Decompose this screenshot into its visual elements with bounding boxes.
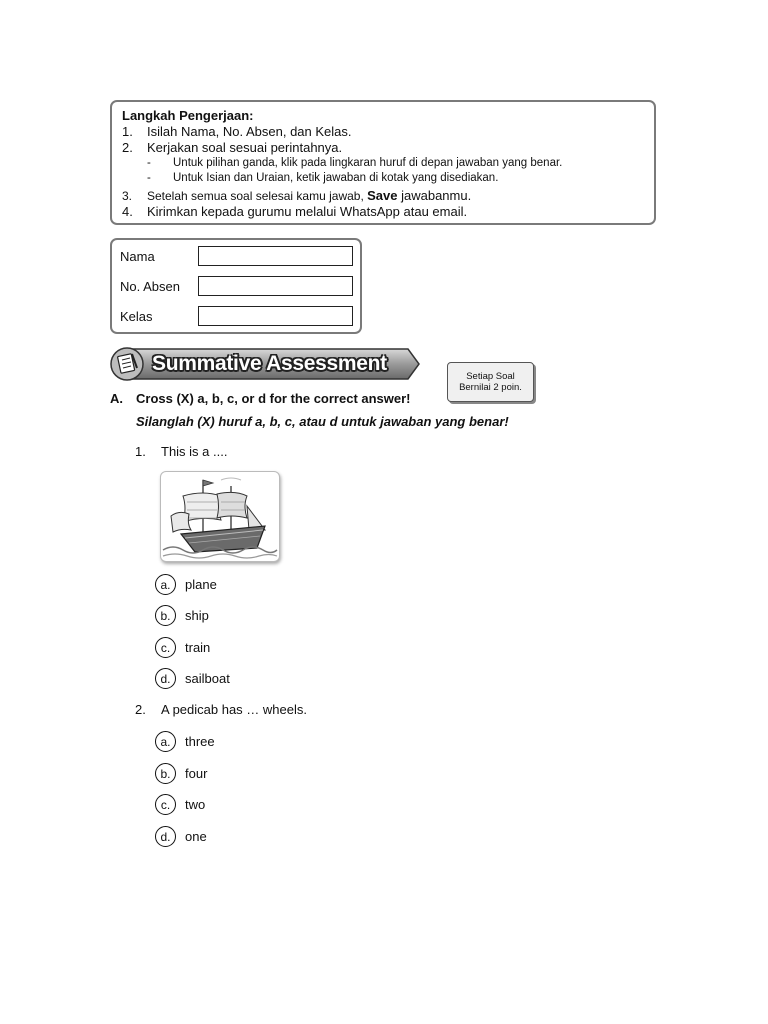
option-text: train — [185, 640, 211, 655]
question-text: A pedicab has … wheels. — [161, 702, 307, 717]
option-circle[interactable]: d. — [155, 826, 176, 847]
option-1c[interactable] — [155, 637, 210, 658]
absen-label: No. Absen — [120, 278, 180, 294]
identity-box — [110, 238, 362, 334]
instruction-substep: - Untuk Isian dan Uraian, ketik jawaban di kotak yang disediakan. — [147, 172, 499, 184]
question-text: This is a .... — [161, 444, 228, 459]
option-2b[interactable] — [155, 763, 207, 784]
option-text: ship — [185, 608, 209, 623]
option-2a[interactable] — [155, 731, 215, 752]
instruction-step: 4. Kirimkan kepada gurumu melalui WhatsApp atau email. — [122, 204, 468, 219]
section-subtitle: Silanglah (X) huruf a, b, c, atau d untuk jawaban yang benar! — [136, 414, 509, 429]
section-letter: A. — [110, 391, 123, 406]
instruction-step: 2. Kerjakan soal sesuai perintahnya. — [122, 140, 343, 155]
option-text: plane — [185, 577, 217, 592]
instructions-box — [110, 100, 656, 225]
sailing-ship-icon — [161, 472, 279, 561]
question-number: 1. — [135, 444, 146, 459]
option-text: one — [185, 829, 207, 844]
name-field[interactable] — [198, 246, 353, 266]
option-circle[interactable]: d. — [155, 668, 176, 689]
option-text: four — [185, 766, 208, 781]
option-circle[interactable]: b. — [155, 763, 176, 784]
kelas-label: Kelas — [120, 308, 153, 324]
absen-field[interactable] — [198, 276, 353, 296]
section-title: Cross (X) a, b, c, or d for the correct answer! — [136, 391, 411, 406]
option-circle[interactable]: c. — [155, 794, 176, 815]
option-circle[interactable]: a. — [155, 731, 176, 752]
kelas-row — [120, 305, 353, 327]
kelas-field[interactable] — [198, 306, 353, 326]
absen-row — [120, 275, 353, 297]
option-1b[interactable] — [155, 605, 209, 626]
option-2d[interactable] — [155, 826, 207, 847]
name-label: Nama — [120, 248, 155, 264]
question-number: 2. — [135, 702, 146, 717]
instruction-step: 1. Isilah Nama, No. Absen, dan Kelas. — [122, 124, 352, 139]
option-2c[interactable] — [155, 794, 205, 815]
option-circle[interactable]: c. — [155, 637, 176, 658]
points-badge: Setiap Soal Bernilai 2 poin. — [447, 362, 534, 402]
option-1a[interactable] — [155, 574, 217, 595]
option-circle[interactable]: b. — [155, 605, 176, 626]
option-1d[interactable] — [155, 668, 230, 689]
option-text: sailboat — [185, 671, 230, 686]
ship-image — [160, 471, 280, 562]
option-circle[interactable]: a. — [155, 574, 176, 595]
option-text: two — [185, 797, 206, 812]
option-text: three — [185, 734, 215, 749]
banner-title: Summative Assessment — [152, 352, 387, 375]
name-row — [120, 245, 353, 267]
instruction-substep: - Untuk pilihan ganda, klik pada lingkaran huruf di depan jawaban yang benar. — [147, 157, 563, 169]
instruction-step: 3. Setelah semua soal selesai kamu jawab, Save jawabanmu. — [122, 188, 472, 203]
instructions-title: Langkah Pengerjaan: — [122, 108, 254, 123]
